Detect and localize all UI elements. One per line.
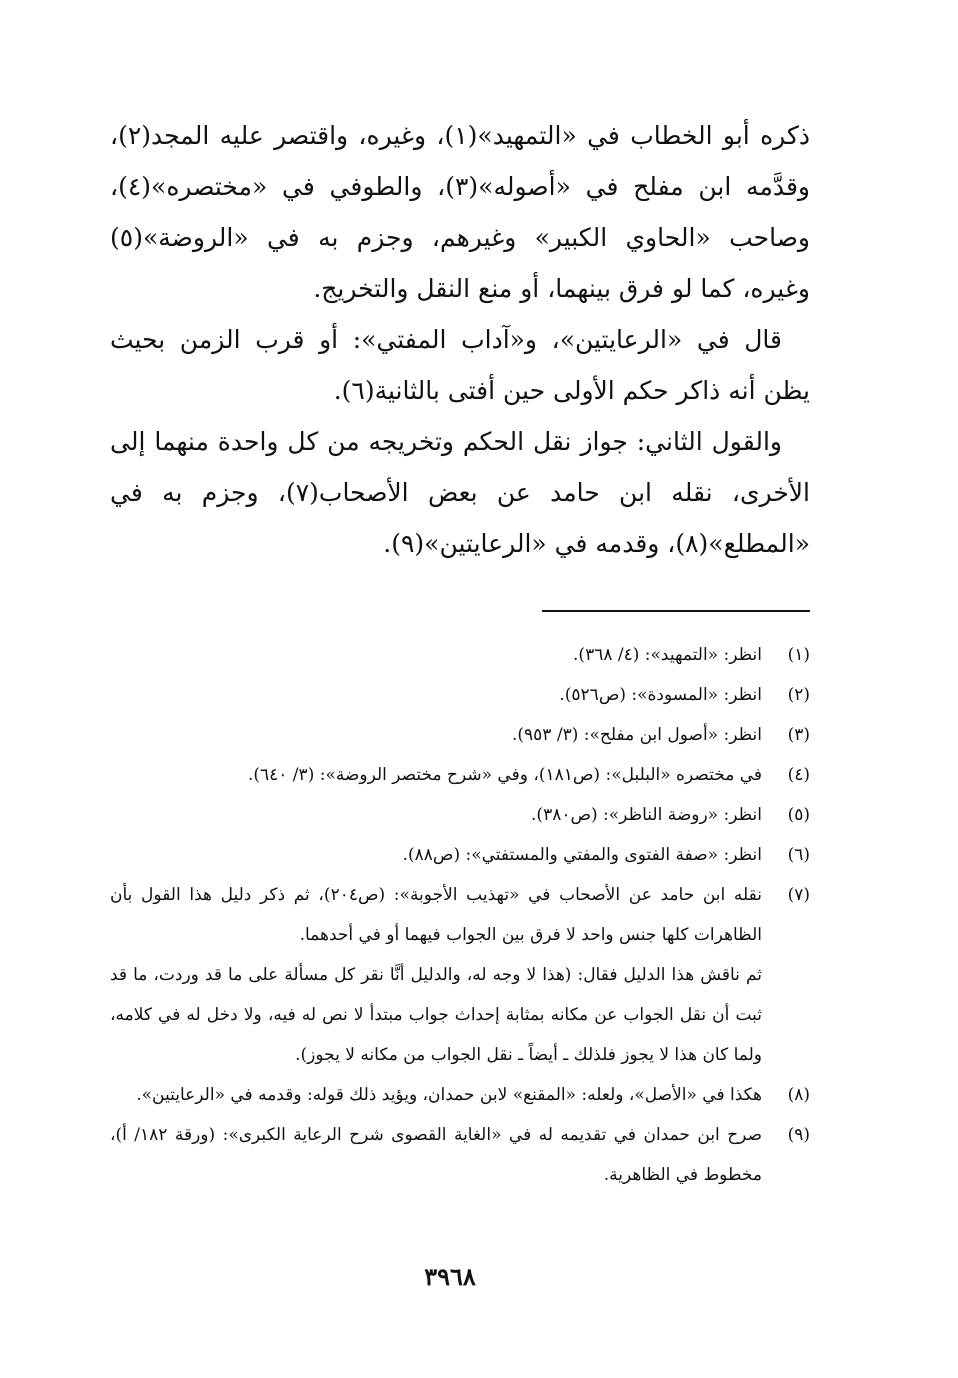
footnote-text: هكذا في «الأصل»، ولعله: «المقنع» لابن حمدان، ويؤيد ذلك قوله: وقدمه في «الرعايتين». — [136, 1085, 762, 1105]
main-text — [110, 110, 810, 569]
footnote-5 — [110, 795, 810, 835]
footnote-number: (٣) — [787, 725, 810, 745]
footnote-separator — [542, 610, 810, 612]
footnote-2 — [110, 675, 810, 715]
footnote-text: انظر: «روضة الناظر»: (ص٣٨٠). — [531, 805, 762, 825]
footnote-body — [110, 875, 762, 1075]
footnote-6 — [110, 835, 810, 875]
footnote-8 — [110, 1075, 810, 1115]
footnotes — [110, 635, 810, 1195]
footnote-number: (٦) — [787, 845, 810, 865]
footnote-number: (٢) — [787, 685, 810, 705]
footnote-9 — [110, 1115, 810, 1195]
footnote-4 — [110, 755, 810, 795]
footnote-number: (٧) — [787, 885, 810, 905]
paragraph-3: والقول الثاني: جواز نقل الحكم وتخريجه من كل واحدة منهما إلى الأخرى، نقله ابن حامد عن بعض الأصحاب(٧)، وجزم به في «المطلع»(٨)، وقدمه في «الرعايتين»(٩). — [110, 427, 810, 558]
footnote-text: انظر: «المسودة»: (ص٥٢٦). — [559, 685, 762, 705]
footnote-number: (١) — [787, 645, 810, 665]
footnote-text-continued: ثم ناقش هذا الدليل فقال: (هذا لا وجه له، والدليل أنَّا نقر كل مسألة على ما قد وردت، ما قد ثبت أن نقل الجواب عن مكانه بمثابة إحداث جواب مبتدأ لا نص له فيه، ولا دخل له في كلامه، ولما كان هذا لا يجوز فلذلك ـ أيضاً ـ نقل الجواب من مكانه لا يجوز). — [110, 965, 762, 1065]
paragraph-2: قال في «الرعايتين»، و«آداب المفتي»: أو قرب الزمن بحيث يظن أنه ذاكر حكم الأولى حين أفتى بالثانية(٦). — [110, 325, 810, 405]
footnote-1 — [110, 635, 810, 675]
footnote-number: (٤) — [787, 765, 810, 785]
footnote-text: في مختصره «البلبل»: (ص١٨١)، وفي «شرح مختصر الروضة»: (٣/ ٦٤٠). — [247, 765, 762, 785]
footnote-text: صرح ابن حمدان في تقديمه له في «الغاية القصوى شرح الرعاية الكبرى»: (ورقة ١٨٢/ أ)، مخطوط في الظاهرية. — [110, 1125, 762, 1185]
footnote-3 — [110, 715, 810, 755]
footnote-number: (٩) — [787, 1125, 810, 1145]
page-number: ٣٩٦٨ — [424, 1262, 476, 1291]
footnote-text: انظر: «صفة الفتوى والمفتي والمستفتي»: (ص٨٨). — [402, 845, 762, 865]
footnote-number: (٨) — [787, 1085, 810, 1105]
footnote-text: انظر: «التمهيد»: (٤/ ٣٦٨). — [573, 645, 762, 665]
footnote-7 — [110, 875, 810, 1075]
paragraph-1: ذكره أبو الخطاب في «التمهيد»(١)، وغيره، واقتصر عليه المجد(٢)، وقدَّمه ابن مفلح في «أصوله»(٣)، والطوفي في «مختصره»(٤)، وصاحب «الحاوي الكبير» وغيرهم، وجزم به في «الروضة»(٥) وغيره، كما لو فرق بينهما، أو منع النقل والتخريج. — [110, 121, 811, 303]
footnote-number: (٥) — [787, 805, 810, 825]
footnote-text: انظر: «أصول ابن مفلح»: (٣/ ٩٥٣). — [511, 725, 762, 745]
footnote-text: نقله ابن حامد عن الأصحاب في «تهذيب الأجوبة»: (ص٢٠٤)، ثم ذكر دليل هذا القول بأن الظاهرات كلها جنس واحد لا فرق بين الجواب فيهما أو في أحدهما. — [110, 885, 762, 945]
